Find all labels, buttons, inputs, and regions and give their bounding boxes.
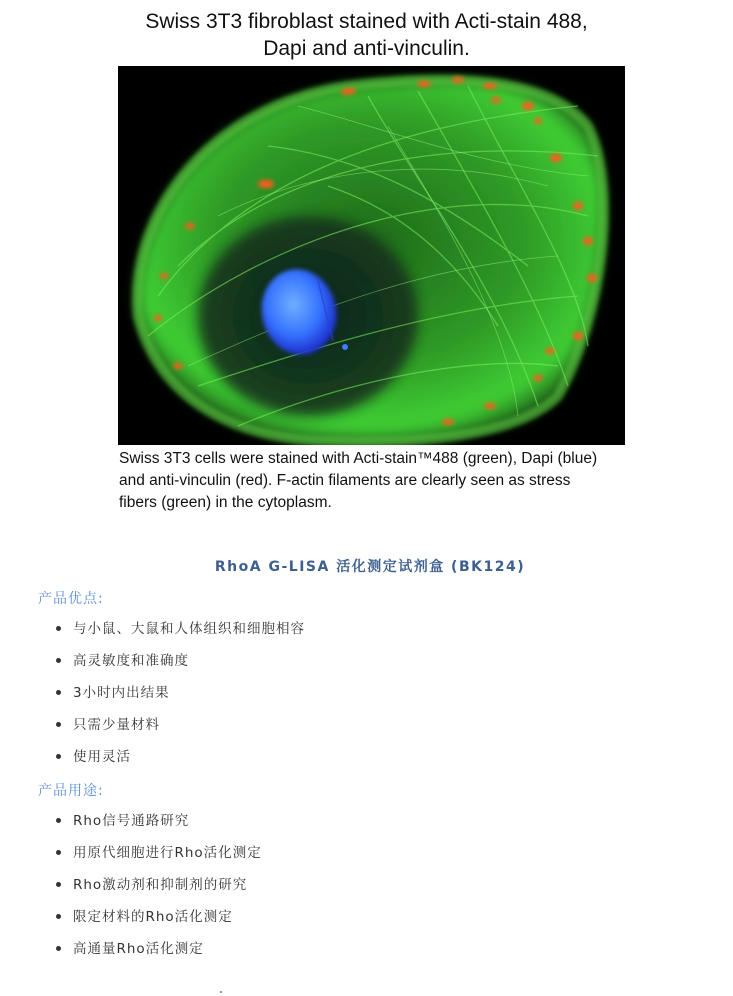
figure-caption [119, 448, 629, 514]
figure-title-line: Swiss 3T3 fibroblast stained with Acti-stain 488, [145, 10, 588, 33]
fluorescence-micrograph [118, 66, 625, 445]
product-title: RhoA G-LISA 活化测定试剂盒 (BK124) [214, 559, 526, 575]
list-item: 高灵敏度和准确度 [0, 645, 305, 677]
caption-line: and anti-vinculin (red). F-actin filaments are clearly seen as stress [119, 472, 571, 489]
micrograph-image [118, 66, 625, 445]
applications-heading: 产品用途: [38, 783, 104, 799]
footer-dot [220, 991, 222, 993]
caption-line: fibers (green) in the cytoplasm. [119, 494, 332, 511]
list-item: 用原代细胞进行Rho活化测定 [0, 837, 262, 869]
list-item: Rho信号通路研究 [0, 805, 262, 837]
figure-title [0, 8, 733, 62]
list-item: 使用灵活 [0, 741, 305, 773]
advantages-list [0, 613, 305, 773]
list-item: 与小鼠、大鼠和人体组织和细胞相容 [0, 613, 305, 645]
list-item: Rho激动剂和抑制剂的研究 [0, 869, 262, 901]
applications-list [0, 805, 262, 965]
list-item: 限定材料的Rho活化测定 [0, 901, 262, 933]
advantages-heading: 产品优点: [38, 591, 104, 607]
caption-line: Swiss 3T3 cells were stained with Acti-stain™488 (green), Dapi (blue) [119, 450, 598, 467]
figure-title-line: Dapi and anti-vinculin. [263, 37, 470, 60]
list-item: 只需少量材料 [0, 709, 305, 741]
list-item: 高通量Rho活化测定 [0, 933, 262, 965]
list-item: 3小时内出结果 [0, 677, 305, 709]
